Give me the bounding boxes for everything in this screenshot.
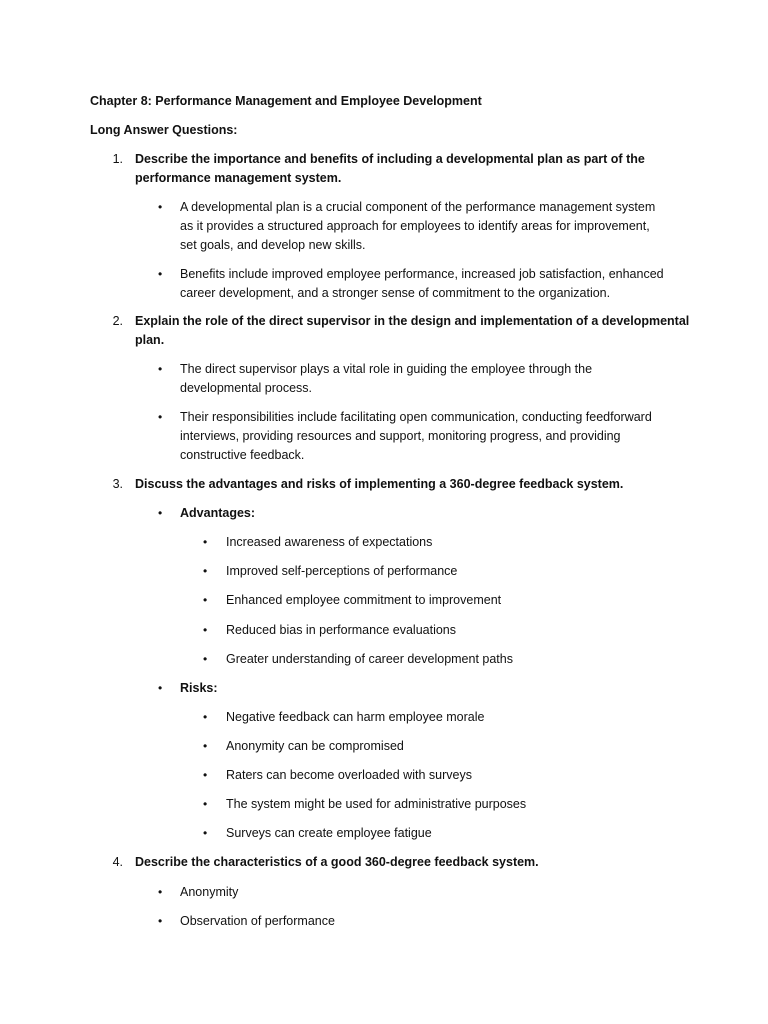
list-item: Reduced bias in performance evaluations bbox=[226, 623, 456, 637]
question-text: Describe the importance and benefits of including a developmental plan as part of the bbox=[135, 152, 645, 166]
list-item: The system might be used for administrative purposes bbox=[226, 797, 527, 811]
bullet-icon: • bbox=[203, 739, 208, 753]
bullet-icon: • bbox=[203, 826, 208, 840]
question-number: 1. bbox=[112, 152, 123, 166]
group-label-advantages: Advantages: bbox=[180, 506, 256, 520]
bullet-icon: • bbox=[158, 914, 163, 928]
list-item: The direct supervisor plays a vital role in guiding the employee through the bbox=[180, 362, 593, 376]
list-item: constructive feedback. bbox=[180, 448, 305, 462]
bullet-icon: • bbox=[203, 593, 208, 607]
bullet-icon: • bbox=[203, 535, 208, 549]
list-item: as it provides a structured approach for employees to identify areas for improvement, bbox=[180, 219, 650, 233]
bullet-icon: • bbox=[158, 681, 163, 695]
question-text: Describe the characteristics of a good 360-degree feedback system. bbox=[135, 855, 539, 869]
list-item: Greater understanding of career development paths bbox=[226, 652, 513, 666]
list-item: Raters can become overloaded with surveys bbox=[226, 768, 472, 782]
list-item: Anonymity can be compromised bbox=[226, 739, 404, 753]
list-item: Their responsibilities include facilitating open communication, conducting feedforward bbox=[180, 410, 652, 424]
page-title: Chapter 8: Performance Management and Employee Development bbox=[90, 94, 482, 108]
bullet-icon: • bbox=[203, 652, 208, 666]
bullet-icon: • bbox=[203, 623, 208, 637]
section-heading: Long Answer Questions: bbox=[90, 123, 238, 137]
list-item: Enhanced employee commitment to improvement bbox=[226, 593, 502, 607]
bullet-icon: • bbox=[158, 200, 163, 214]
question-text: performance management system. bbox=[135, 171, 342, 185]
group-label-risks: Risks: bbox=[180, 681, 218, 695]
bullet-icon: • bbox=[158, 885, 163, 899]
list-item: Anonymity bbox=[180, 885, 239, 899]
bullet-icon: • bbox=[158, 410, 163, 424]
question-number: 2. bbox=[112, 314, 123, 328]
list-item: Observation of performance bbox=[180, 914, 335, 928]
question-number: 4. bbox=[112, 855, 123, 869]
bullet-icon: • bbox=[158, 267, 163, 281]
list-item: Increased awareness of expectations bbox=[226, 535, 433, 549]
bullet-icon: • bbox=[203, 564, 208, 578]
list-item: developmental process. bbox=[180, 381, 313, 395]
list-item: set goals, and develop new skills. bbox=[180, 238, 366, 252]
bullet-icon: • bbox=[203, 797, 208, 811]
list-item: Surveys can create employee fatigue bbox=[226, 826, 432, 840]
list-item: Negative feedback can harm employee morale bbox=[226, 710, 485, 724]
bullet-icon: • bbox=[158, 362, 163, 376]
bullet-icon: • bbox=[158, 506, 163, 520]
list-item: Improved self-perceptions of performance bbox=[226, 564, 458, 578]
question-text: Explain the role of the direct supervisor in the design and implementation of a developmental bbox=[135, 314, 690, 328]
question-text: plan. bbox=[135, 333, 165, 347]
question-text: Discuss the advantages and risks of implementing a 360-degree feedback system. bbox=[135, 477, 624, 491]
question-number: 3. bbox=[112, 477, 123, 491]
bullet-icon: • bbox=[203, 768, 208, 782]
list-item: Benefits include improved employee performance, increased job satisfaction, enhanced bbox=[180, 267, 664, 281]
bullet-icon: • bbox=[203, 710, 208, 724]
list-item: career development, and a stronger sense of commitment to the organization. bbox=[180, 286, 611, 300]
list-item: A developmental plan is a crucial component of the performance management system bbox=[180, 200, 656, 214]
list-item: interviews, providing resources and support, monitoring progress, and providing bbox=[180, 429, 621, 443]
